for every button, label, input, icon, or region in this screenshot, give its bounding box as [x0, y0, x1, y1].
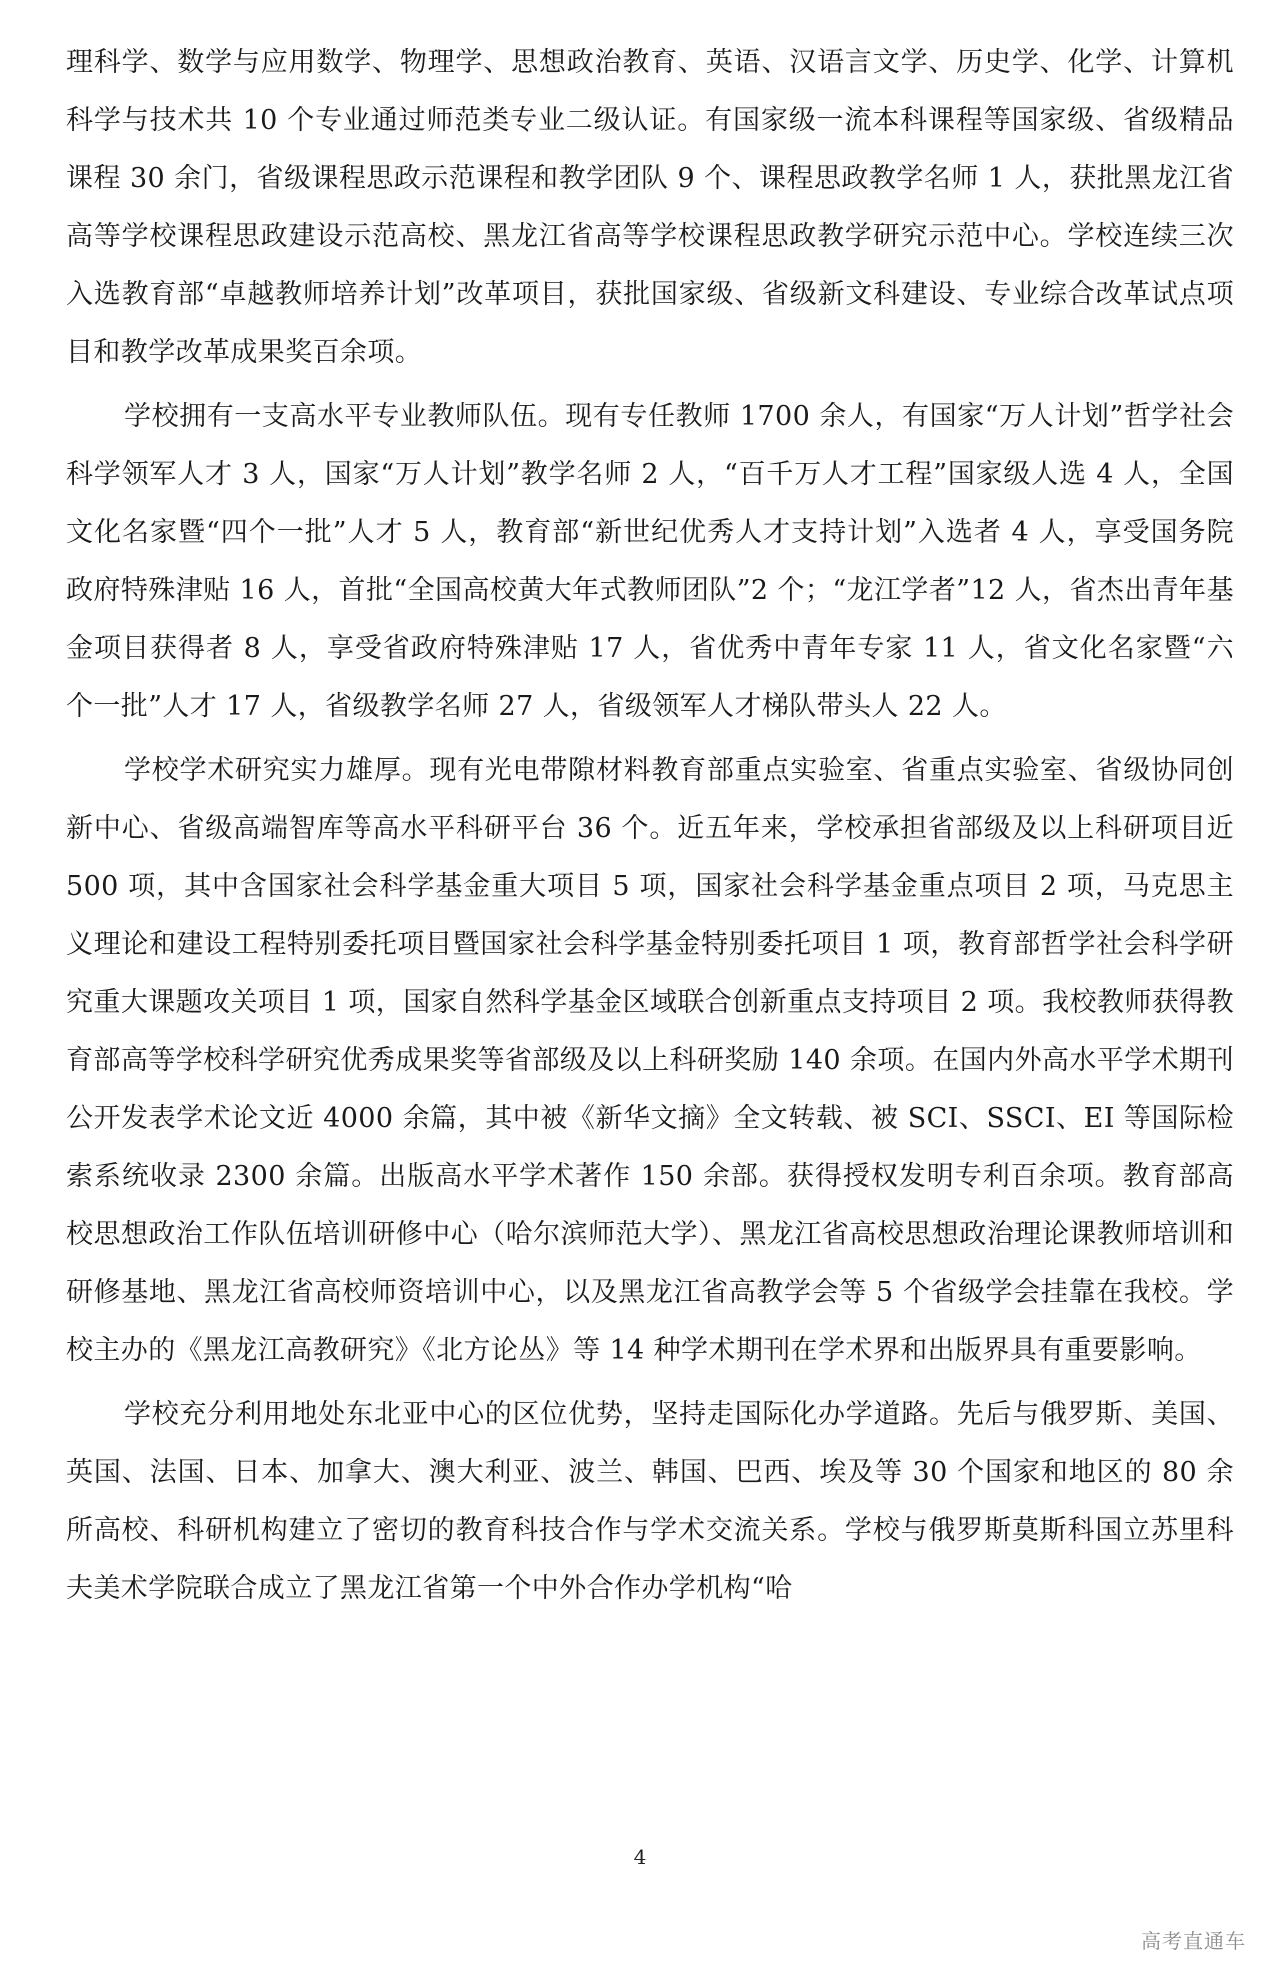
- paragraph-international: 学校充分利用地处东北亚中心的区位优势，坚持走国际化办学道路。先后与俄罗斯、美国、英国、法国、日本、加拿大、澳大利亚、波兰、韩国、巴西、埃及等 30 个国家和地区的 80 余所高校、科研机构建立了密切的教育科技合作与学术交流关系。学校与俄罗斯莫斯科国立苏里科夫美术学院联合成立了黑龙江省第一个中外合作办学机构“哈: [66, 1399, 1234, 1604]
- watermark-text: 高考直通车: [1141, 1929, 1246, 1953]
- document-body: [66, 34, 1234, 1618]
- paragraph-continuation: 理科学、数学与应用数学、物理学、思想政治教育、英语、汉语言文学、历史学、化学、计算机科学与技术共 10 个专业通过师范类专业二级认证。有国家级一流本科课程等国家级、省级精品课程 30 余门，省级课程思政示范课程和教学团队 9 个、课程思政教学名师 1 人，获批黑龙江省高等学校课程思政建设示范高校、黑龙江省高等学校课程思政教学研究示范中心。学校连续三次入选教育部“卓越教师培养计划”改革项目，获批国家级、省级新文科建设、专业综合改革试点项目和教学改革成果奖百余项。: [66, 47, 1234, 368]
- paragraph-research: 学校学术研究实力雄厚。现有光电带隙材料教育部重点实验室、省重点实验室、省级协同创新中心、省级高端智库等高水平科研平台 36 个。近五年来，学校承担省部级及以上科研项目近 500 项，其中含国家社会科学基金重大项目 5 项，国家社会科学基金重点项目 2 项，马克思主义理论和建设工程特别委托项目暨国家社会科学基金特别委托项目 1 项，教育部哲学社会科学研究重大课题攻关项目 1 项，国家自然科学基金区域联合创新重点支持项目 2 项。我校教师获得教育部高等学校科学研究优秀成果奖等省部级及以上科研奖励 140 余项。在国内外高水平学术期刊公开发表学术论文近 4000 余篇，其中被《新华文摘》全文转载、被 SCI、SSCI、EI 等国际检索系统收录 2300 余篇。出版高水平学术著作 150 余部。获得授权发明专利百余项。教育部高校思想政治工作队伍培训研修中心（哈尔滨师范大学）、黑龙江省高校思想政治理论课教师培训和研修基地、黑龙江省高校师资培训中心，以及黑龙江省高教学会等 5 个省级学会挂靠在我校。学校主办的《黑龙江高教研究》《北方论丛》等 14 种学术期刊在学术界和出版界具有重要影响。: [66, 755, 1234, 1366]
- paragraph-faculty: 学校拥有一支高水平专业教师队伍。现有专任教师 1700 余人，有国家“万人计划”哲学社会科学领军人才 3 人，国家“万人计划”教学名师 2 人，“百千万人才工程”国家级人选 4 人，全国文化名家暨“四个一批”人才 5 人，教育部“新世纪优秀人才支持计划”入选者 4 人，享受国务院政府特殊津贴 16 人，首批“全国高校黄大年式教师团队”2 个；“龙江学者”12 人，省杰出青年基金项目获得者 8 人，享受省政府特殊津贴 17 人，省优秀中青年专家 11 人，省文化名家暨“六个一批”人才 17 人，省级教学名师 27 人，省级领军人才梯队带头人 22 人。: [66, 401, 1234, 722]
- page-number: 4: [633, 1845, 647, 1869]
